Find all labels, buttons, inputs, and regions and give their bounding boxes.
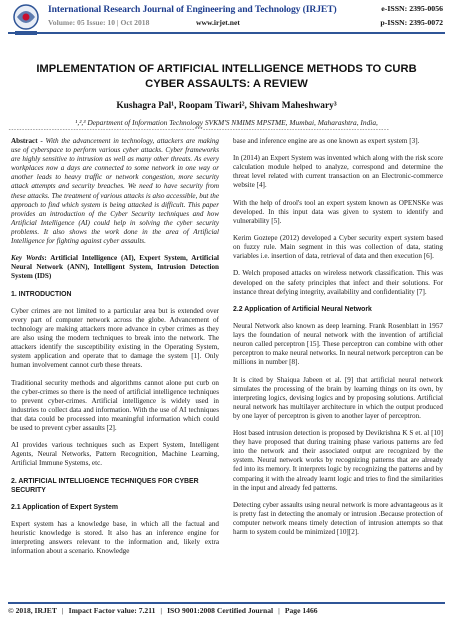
paragraph: It is cited by Shaiqua Jabeen et al. [9] that artificial neural network simulates the processing of the brain by learning things on its own, by interpreting logics, devising logics and by proposing solutions. Artificial neural network has multilayer architecture in which the output produced by one layer of perceptron is given to another layer of perceptron. (233, 375, 443, 420)
paragraph: AI provides various techniques such as Expert System, Intelligent Agents, Neural Networks, Pattern Recognition, Machine Learning, Artificial Immune Systems, etc. (11, 441, 219, 468)
subsection-heading-neural-network: 2.2 Application of Artificial Neural Network (233, 305, 372, 313)
footer-rule (8, 602, 445, 604)
footer-row (8, 606, 445, 615)
abstract (11, 137, 219, 246)
keywords-label: Key Words (11, 254, 45, 263)
paragraph: With the help of drool's tool an expert system known as OPENSKe was developed. In this input data was given to system to identify and vulnerability [5]. (233, 198, 443, 225)
journal-name: International Research Journal of Engineering and Technology (IRJET) (48, 4, 337, 15)
e-issn: e-ISSN: 2395-0056 (381, 4, 443, 13)
footer-separator: | (61, 606, 64, 615)
section-heading-ai-techniques: 2. ARTIFICIAL INTELLIGENCE TECHNIQUES FOR CYBER SECURITY (11, 477, 199, 494)
footer-copyright: © 2018, IRJET (8, 606, 57, 615)
right-column (233, 137, 443, 545)
footer-page-number: Page 1466 (284, 606, 318, 615)
paragraph: Host based intrusion detection is proposed by Devikrishna K S et. al [10] they have proposed that during training phase various patterns are fed into the network and their associated output are recognized by the system. Neural network works by recognizing patterns that are already fed into its memory. It interprets logic by recognizing the patterns and by comparing it with the already learnt logic and tries to find the similarities in the input and already fed patterns. (233, 429, 443, 492)
journal-website-link[interactable]: www.irjet.net (196, 18, 240, 27)
section-divider: ---------------------------------------------------------------------***--------------------------------------------------------------------- (8, 127, 389, 133)
subsection-heading-expert-system: 2.1 Application of Expert System (11, 503, 118, 511)
section-heading-introduction: 1. INTRODUCTION (11, 290, 72, 298)
paragraph: Detecting cyber assaults using neural network is more advantageous as it is pretty fast in detecting the anomaly or intrusion .Because protection of computer network means timely detection of intrusion attempts so that harm to system could be minimized [10][2]. (233, 500, 443, 537)
paragraph: D. Welch proposed attacks on wireless network classification. This was developed on the safety principles that infect and their solutions. For instance threat defying integrity, availability and confidentiality [7]. (233, 269, 443, 296)
paragraph: In (2014) an Expert System was invented which along with the risk score calculation module helped to analyze, correspond and determine the threat level related with current transaction on an Electronic-commerce website [4]. (233, 154, 443, 190)
p-issn: p-ISSN: 2395-0072 (380, 18, 443, 27)
paper-authors: Kushagra Pal¹, Roopam Tiwari², Shivam Maheshwary³ (116, 101, 337, 111)
footer-separator: | (278, 606, 280, 615)
paper-title: IMPLEMENTATION OF ARTIFICIAL INTELLIGENCE METHODS TO CURB CYBER ASSAULTS: A REVIEW (36, 63, 417, 90)
volume-issue: Volume: 05 Issue: 10 | Oct 2018 (48, 18, 150, 27)
abstract-text: With the advancement in technology, attackers are making use of cyberspace to perform various cyber attacks. Cyber frameworks are highly sensitive to intrusion as well as many other threats. As every workplaces now a days are connected to some network in one way or another leads to heavy traffic or network congestion, more security attack attempts and security breaches. We need to have security from these attacks. The treatment of various attacks is also accessible, but the approach to find which system is being attacked is difficult. This paper provides an introduction of the Cyber Security techniques and how Artificial Intelligence (AI) could help in solving the cyber security problems. It also shows the work done in the area of Artificial Intelligence for fighting against cyber assaults. (11, 137, 219, 246)
footer-iso-cert: ISO 9001:2008 Certified Journal (167, 606, 274, 615)
paragraph: Cyber crimes are not limited to a particular area but is extended over every part of computer network across the globe. Advancement of technology are making attackers more advance in cyber crimes as they are also using the modern techniques to break into the network. The attackers identify the susceptibility existing in the Operating System, system application and operate that to damage the system [1]. Only human involvement cannot curb these threats. (11, 306, 219, 370)
abstract-label: Abstract - (11, 137, 43, 145)
journal-header (0, 0, 453, 44)
paragraph: base and inference engine are as one known as expert system [3]. (233, 137, 420, 145)
footer-separator: | (160, 606, 163, 615)
author-affiliation: ¹,²,³ Department of Information Technology SVKM'S NMIMS MPSTME, Mumbai, Maharashtra, India, (75, 118, 378, 127)
paragraph: Traditional security methods and algorithms cannot alone put curb on the cyber-crimes so there is the need of artificial intelligence techniques to prevent cyber-crimes. Artificial intelligence is widely used in industries to collect data and information. With the use of AI techniques that data could be processed into meaningful information which could be used to prevent cyber assaults [2]. (11, 378, 219, 432)
paragraph: Kerim Goztepe (2012) developed a Cyber security expert system based on fuzzy rule. Main segment in this was collection of data, stating variables i.e. insertion of data, retrieval of data and then execution [6]. (233, 234, 443, 261)
keywords (11, 254, 219, 281)
paragraph: Neural Network also known as deep learning. Frank Rosenblatt in 1957 lays the foundation of neural network with the invention of artificial neuron called perceptron [15]. These perceptron can combine with other perceptron to make neural networks. In neural network perceptron can be millions in number [8]. (233, 321, 443, 367)
left-column (11, 137, 219, 565)
header-rule (8, 32, 445, 34)
footer-impact-factor: Impact Factor value: 7.211 (68, 606, 156, 615)
keywords-text: : Artificial Intelligence (AI), Expert System, Artificial Neural Network (ANN), Intelligent System, Intrusion Detection System (IDS) (11, 254, 219, 281)
journal-footer (8, 602, 445, 630)
paragraph: Expert system has a knowledge base, in which all the factual and heuristic knowledge is stored. It also has an inference engine for interpreting answers relevant to the information and, likely extra information about a scenario. Knowledge (11, 520, 219, 556)
